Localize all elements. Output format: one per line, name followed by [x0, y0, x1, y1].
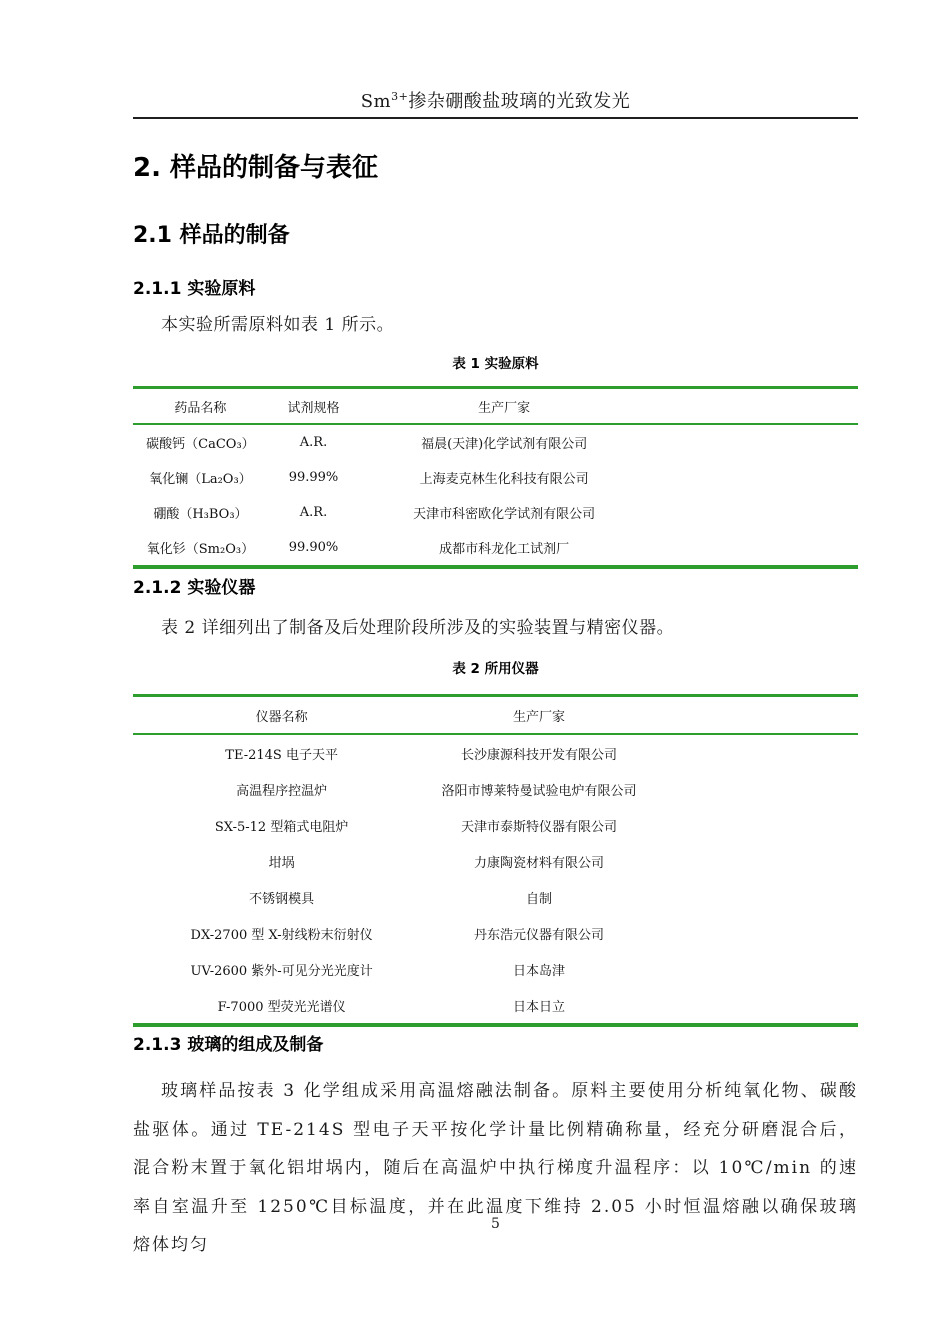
running-title — [133, 86, 858, 119]
paragraph-instruments-intro: 表 2 详细列出了制备及后处理阶段所涉及的实验装置与精密仪器。 — [161, 618, 675, 638]
table-raw-materials — [133, 386, 858, 569]
table-cell: A.R. — [299, 435, 328, 450]
table-cell: 碳酸钙（CaCO₃） — [146, 437, 255, 452]
table-cell: 坩埚 — [268, 855, 295, 871]
table-cell-empty — [648, 807, 858, 843]
table-row — [133, 530, 858, 567]
table-cell: 力康陶瓷材料有限公司 — [473, 855, 604, 871]
table-cell: A.R. — [299, 505, 328, 520]
table-cell: 不锈钢模具 — [249, 891, 315, 907]
table-row — [133, 807, 858, 843]
subsection-heading-211: 2.1.1 实验原料 — [133, 279, 256, 299]
table-cell-empty — [648, 843, 858, 879]
table-cell: 自制 — [525, 891, 552, 907]
column-header: 生产厂家 — [512, 709, 565, 725]
column-header: 仪器名称 — [255, 709, 308, 725]
table-cell: SX-5-12 型箱式电阻炉 — [214, 819, 349, 835]
table-cell: DX-2700 型 X-射线粉末衍射仪 — [190, 927, 373, 943]
table-cell: 天津市科密欧化学试剂有限公司 — [413, 507, 596, 522]
table-cell: 氧化钐（Sm₂O₃） — [146, 542, 255, 557]
table-cell: TE-214S 电子天平 — [225, 747, 338, 763]
table-row — [133, 460, 858, 495]
table-header-row — [133, 388, 858, 425]
table-row — [133, 987, 858, 1025]
table-row — [133, 424, 858, 460]
table-row — [133, 495, 858, 530]
table-cell: 天津市泰斯特仪器有限公司 — [460, 819, 617, 835]
table-row — [133, 771, 858, 807]
table-row — [133, 915, 858, 951]
table-cell: 长沙康源科技开发有限公司 — [460, 747, 617, 763]
table-cell-empty — [649, 495, 858, 530]
table-row — [133, 951, 858, 987]
running-title-text: 掺杂硼酸盐玻璃的光致发光 — [408, 91, 631, 112]
running-title-prefix: Sm — [360, 91, 392, 112]
table-cell: 洛阳市博莱特曼试验电炉有限公司 — [441, 783, 637, 799]
table-cell: 日本岛津 — [512, 963, 565, 979]
column-header: 生产厂家 — [478, 400, 531, 416]
table-cell-empty — [649, 530, 858, 567]
table-row — [133, 843, 858, 879]
table-cell-empty — [648, 734, 858, 771]
chapter-heading: 2. 样品的制备与表征 — [133, 153, 379, 183]
table-cell: F-7000 型荧光光谱仪 — [217, 999, 346, 1015]
table-cell: 高温程序控温炉 — [236, 783, 328, 799]
table-cell: 硼酸（H₃BO₃） — [153, 507, 248, 522]
table-cell-empty — [649, 424, 858, 460]
table-cell-empty — [648, 951, 858, 987]
table-cell: 日本日立 — [512, 999, 565, 1015]
section-heading-21: 2.1 样品的制备 — [133, 223, 290, 248]
table2-caption: 表 2 所用仪器 — [452, 661, 539, 677]
column-header-empty — [648, 696, 858, 735]
page-header — [133, 0, 858, 119]
running-title-superscript: 3+ — [391, 90, 409, 103]
table-cell-empty — [648, 771, 858, 807]
table-cell-empty — [648, 987, 858, 1025]
table-cell: 成都市科龙化工试剂厂 — [439, 542, 570, 557]
subsection-heading-212: 2.1.2 实验仪器 — [133, 578, 256, 598]
table-cell: UV-2600 紫外-可见分光光度计 — [190, 963, 373, 979]
table-cell: 99.90% — [288, 540, 339, 555]
page-number: 5 — [491, 1216, 500, 1232]
table-cell: 福晨(天津)化学试剂有限公司 — [421, 437, 588, 452]
table-cell: 上海麦克林生化科技有限公司 — [419, 472, 589, 487]
table1-caption: 表 1 实验原料 — [452, 356, 539, 372]
table-header-row — [133, 696, 858, 735]
column-header-empty — [649, 388, 858, 425]
column-header: 药品名称 — [174, 400, 227, 416]
table-row — [133, 734, 858, 771]
table-cell: 99.99% — [288, 470, 339, 485]
table-cell-empty — [648, 879, 858, 915]
paragraph-glass-preparation: 玻璃样品按表 3 化学组成采用高温熔融法制备。原料主要使用分析纯氧化物、碳酸盐驱体。通过 TE-214S 型电子天平按化学计量比例精确称量，经充分研磨混合后，混合粉末置于氧化铝坩埚内，随后在高温炉中执行梯度升温程序：以 10℃/min 的速率自室温升至 1250℃目标温度，并在此温度下维持 2.05 小时恒温熔融以确保玻璃熔体均匀 — [133, 1081, 858, 1255]
table-cell: 丹东浩元仪器有限公司 — [473, 927, 604, 943]
table-cell-empty — [648, 915, 858, 951]
subsection-heading-213: 2.1.3 玻璃的组成及制备 — [133, 1035, 324, 1055]
paragraph-materials-intro: 本实验所需原料如表 1 所示。 — [161, 315, 395, 335]
table-cell-empty — [649, 460, 858, 495]
table-row — [133, 879, 858, 915]
column-header: 试剂规格 — [287, 400, 340, 416]
table-instruments — [133, 694, 858, 1027]
page-content — [133, 153, 858, 1265]
table-cell: 氧化镧（La₂O₃） — [149, 472, 252, 487]
